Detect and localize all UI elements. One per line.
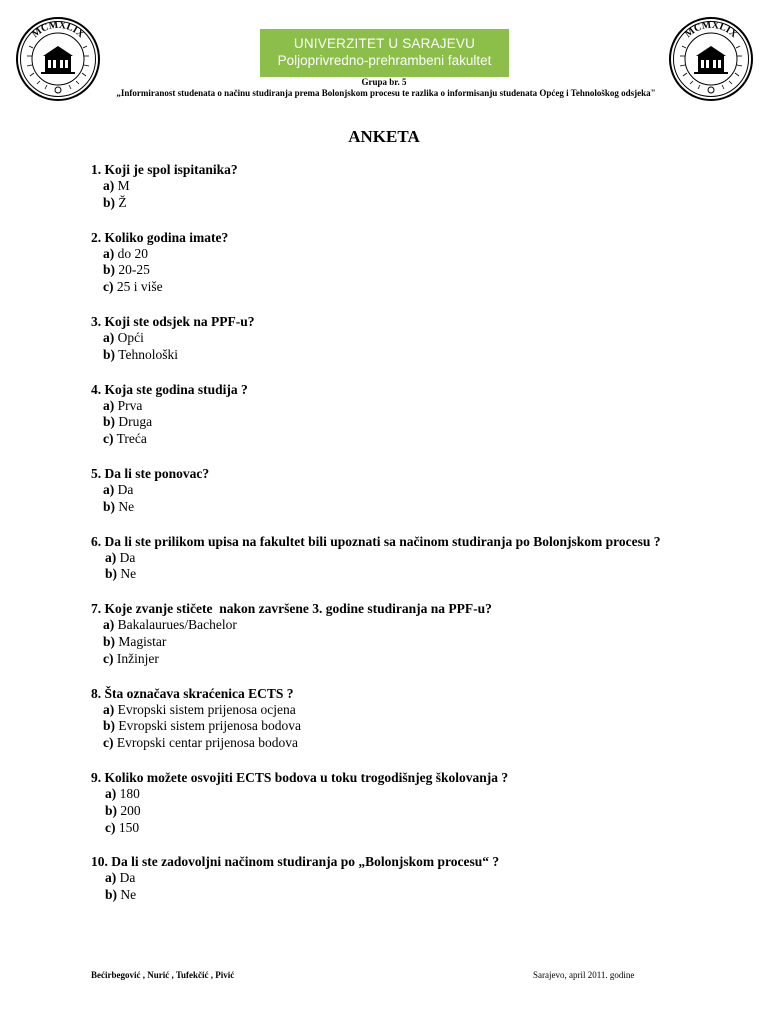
footer-place-date: Sarajevo, april 2011. godine	[533, 970, 635, 980]
answer-option	[91, 195, 691, 212]
option-text: M	[114, 178, 130, 193]
answer-option	[91, 550, 691, 567]
option-letter: a)	[105, 870, 117, 886]
answer-option	[91, 786, 691, 803]
option-letter: c)	[103, 735, 114, 751]
question-7	[91, 600, 691, 667]
option-letter: c)	[103, 279, 114, 295]
answer-option	[91, 634, 691, 651]
answer-option	[91, 735, 691, 752]
option-text: Da	[116, 870, 136, 886]
question-title: 5. Da li ste ponovac?	[91, 465, 210, 481]
option-text: Magistar	[115, 633, 167, 649]
option-letter: a)	[103, 397, 115, 413]
answer-option	[91, 178, 691, 195]
option-text: 150	[115, 819, 140, 835]
option-text: Da	[116, 549, 136, 565]
option-letter: b)	[103, 194, 116, 210]
question-9	[91, 769, 691, 836]
answer-option	[91, 617, 691, 634]
option-letter: a)	[103, 245, 115, 261]
questions-list	[91, 161, 691, 921]
question-8	[91, 685, 691, 752]
answer-option	[91, 347, 691, 364]
option-letter: a)	[103, 329, 115, 345]
option-letter: a)	[103, 178, 115, 193]
option-letter: c)	[103, 431, 114, 447]
answer-option	[91, 262, 691, 279]
answer-option	[91, 803, 691, 820]
question-4	[91, 381, 691, 448]
option-text: Tehnološki	[115, 346, 178, 362]
option-letter: b)	[103, 414, 116, 430]
option-letter: c)	[103, 650, 114, 666]
footer-authors: Bećirbegović , Nurić , Tufekčić , Pivić	[91, 970, 235, 980]
option-text: Evropski sistem prijenosa bodova	[115, 718, 301, 734]
question-3	[91, 313, 691, 364]
option-letter: b)	[103, 346, 116, 362]
option-letter: b)	[105, 566, 118, 582]
answer-option	[91, 482, 691, 499]
option-text: 20-25	[115, 262, 150, 278]
answer-option	[91, 398, 691, 415]
answer-option	[91, 414, 691, 431]
option-letter: b)	[105, 887, 118, 903]
answer-option	[91, 279, 691, 296]
answer-option	[91, 702, 691, 719]
banner-university-name: UNIVERZITET U SARAJEVU	[293, 36, 476, 51]
question-title: 7. Koje zvanje stičete nakon završene 3. godine studiranja na PPF-u?	[91, 601, 492, 617]
question-title: 6. Da li ste prilikom upisa na fakultet bili upoznati sa načinom studiranja po Bolonjskom procesu ?	[91, 533, 661, 549]
option-letter: a)	[105, 549, 117, 565]
option-text: Treća	[113, 431, 147, 447]
option-text: Inžinjer	[113, 650, 159, 666]
option-letter: b)	[103, 498, 116, 514]
option-text: Prva	[114, 397, 143, 413]
question-5	[91, 465, 691, 516]
option-text: Da	[114, 481, 134, 497]
option-letter: a)	[105, 785, 117, 801]
option-text: do 20	[114, 245, 148, 261]
option-letter: b)	[103, 633, 116, 649]
option-letter: b)	[103, 262, 116, 278]
question-title: 3. Koji ste odsjek na PPF-u?	[91, 313, 255, 329]
option-text: Ne	[117, 566, 137, 582]
page-title: ANKETA	[348, 127, 420, 146]
faculty-banner	[260, 29, 509, 77]
answer-option	[91, 566, 691, 583]
option-letter: a)	[103, 701, 115, 717]
option-text: Ž	[115, 194, 127, 210]
option-text: Bakalaurues/Bachelor	[114, 617, 237, 633]
question-title: 10. Da li ste zadovoljni načinom studiranja po „Bolonjskom procesu“ ?	[91, 854, 500, 870]
option-text: 200	[117, 802, 141, 818]
answer-option	[91, 431, 691, 448]
answer-option	[91, 870, 691, 887]
option-text: Opći	[114, 329, 144, 345]
answer-option	[91, 330, 691, 347]
question-title: 8. Šta označava skraćenica ECTS ?	[91, 685, 294, 701]
option-letter: b)	[105, 802, 118, 818]
answer-option	[91, 887, 691, 904]
answer-option	[91, 499, 691, 516]
question-title: 9. Koliko možete osvojiti ECTS bodova u toku trogodišnjeg školovanja ?	[91, 769, 509, 785]
option-text: Evropski centar prijenosa bodova	[113, 735, 298, 751]
option-letter: a)	[103, 617, 115, 633]
option-text: 25 i više	[113, 279, 163, 295]
question-1	[91, 161, 691, 212]
option-letter: b)	[103, 718, 116, 734]
option-text: Druga	[115, 414, 153, 430]
option-text: Ne	[115, 498, 135, 514]
answer-option	[91, 718, 691, 735]
answer-option	[91, 651, 691, 668]
answer-option	[91, 820, 691, 837]
answer-option	[91, 246, 691, 263]
question-title: 2. Koliko godina imate?	[91, 229, 229, 245]
svg-text:MCMXLIX: MCMXLIX	[29, 19, 87, 41]
option-text: 180	[116, 785, 140, 801]
banner-faculty-name: Poljoprivredno-prehrambeni fakultet	[277, 53, 492, 68]
question-6	[91, 533, 691, 584]
question-title: 1. Koji je spol ispitanika?	[91, 162, 238, 177]
svg-text:MCMXLIX: MCMXLIX	[682, 19, 740, 41]
question-2	[91, 229, 691, 296]
group-number: Grupa br. 5	[361, 77, 407, 87]
option-letter: c)	[105, 819, 116, 835]
survey-subtitle: „Informiranost studenata o načinu studiranja prema Bolonjskom procesu te razlika o informisanju studenata Općeg i Tehnološkog odsjeka"	[116, 88, 656, 98]
question-title: 4. Koja ste godina studija ?	[91, 381, 248, 397]
option-letter: a)	[103, 481, 115, 497]
question-10	[91, 853, 691, 904]
option-text: Evropski sistem prijenosa ocjena	[114, 701, 296, 717]
option-text: Ne	[117, 887, 137, 903]
